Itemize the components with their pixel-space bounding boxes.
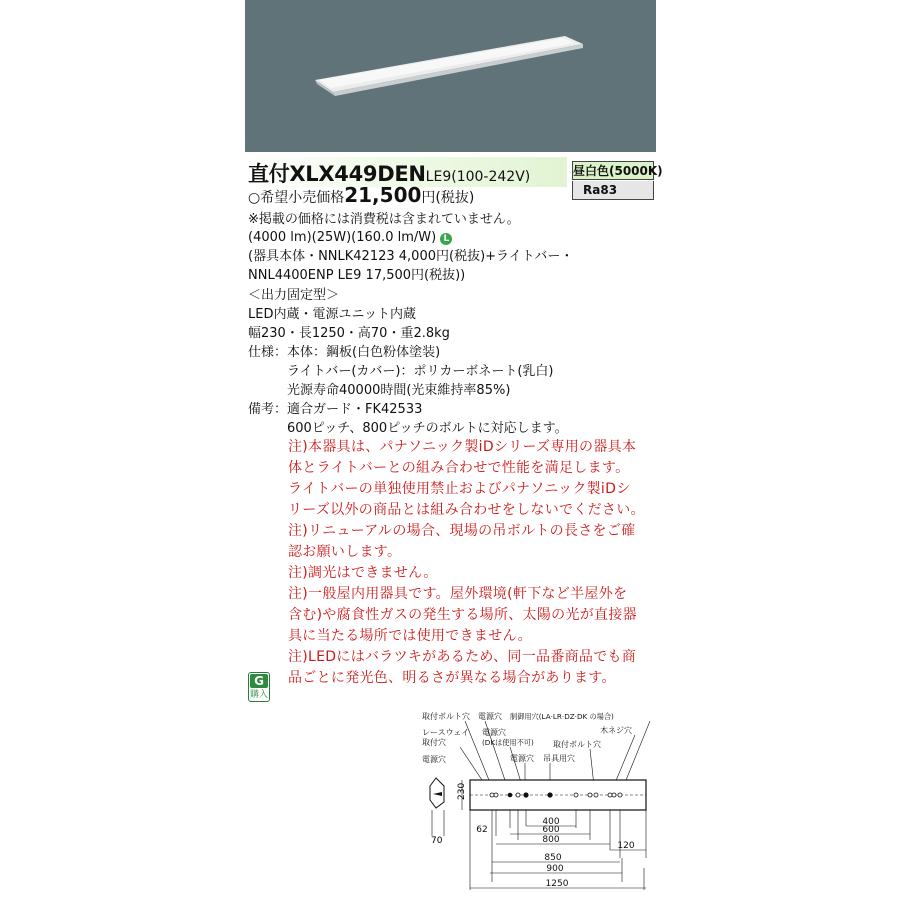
label-mount-bolt-hole-2: 取付ボルト穴 [553,740,601,749]
dim-height: 70 [431,836,443,846]
component-line-2: NNL4400ENP LE9 17,500円(税抜)) [248,268,466,283]
spec-cover: ライトバー(カバー)：ポリカーボネート(乳白) [248,364,554,379]
note-line: 注)本器具は、パナソニック製iDシリーズ専用の器具本 [288,439,637,455]
price-label: ○希望小売価格 [248,190,345,206]
price-unit: 円(税抜) [421,190,475,206]
note-line: ライトバーの単独使用禁止およびパナソニック製iDシ [288,481,631,497]
dim-120: 120 [617,841,635,851]
dim-900: 900 [546,864,564,874]
gmark-text: 購入 [249,690,268,700]
label-control-hole: 制御用穴(LA·LR·DZ·DK の場合) [510,712,614,721]
note-line: 体とライトバーとの組み合わせで性能を満足します。 [288,460,630,476]
lumen-line [248,229,452,247]
builtin-line: LED内蔵・電源ユニット内蔵 [248,307,416,322]
ra-badge: Ra83 [572,181,654,200]
lamp-code: LE9 [425,169,452,185]
model-number: XLX449DEN [289,162,426,186]
note-line: 品ごとに発光色、明るさが異なる場合があります。 [288,670,616,686]
fixture-image [245,0,656,152]
dim-400: 400 [542,817,560,827]
price-line [248,183,475,207]
label-mount-bolt-hole: 取付ボルト穴 [422,712,470,721]
label-power-hole-top: 電源穴 [478,712,502,721]
note-line: 注)調光はできません。 [288,565,438,581]
note-line: 注)一般屋内用器具です。屋外環境(軒下など半屋外を [288,586,628,602]
remarks-pitch: 600ピッチ、800ピッチのボルトに対応します。 [248,421,568,436]
output-type: ＜出力固定型＞ [248,288,340,303]
dim-62: 62 [476,825,488,835]
dim-800: 800 [542,835,560,845]
label-raceway-hole: 取付穴 [422,738,446,747]
label-raceway: レースウェイ [422,728,470,737]
title-prefix: 直付 [248,162,290,186]
price-amount: 21,500 [344,183,422,207]
note-line: 含む)や腐食性ガスの発生する場所、太陽の光が直接器 [288,607,637,623]
remarks-guard: 備考：適合ガード・FK42533 [248,402,423,417]
dim-600: 600 [542,825,560,835]
dim-width: 230 [457,782,467,800]
label-power-hole-mid: 電源穴 [510,754,534,763]
size-line: 幅230・長1250・高70・重2.8kg [248,326,450,341]
color-temp-badge: 昼白色(5000K) [572,161,654,180]
spec-body: 仕様：本体：鋼板(白色粉体塗装) [248,345,441,360]
component-line-1: (器具本体・NNLK42123 4,000円(税抜)+ライトバー・ [248,249,574,264]
spec-life: 光源寿命40000時間(光束維持率85%) [248,383,511,398]
dimension-diagram [410,708,660,894]
dim-1250: 1250 [545,879,569,889]
green-purchase-mark [248,672,270,702]
label-dk-unavailable: (DKは使用不可) [482,738,534,747]
label-power-hole-left: 電源穴 [422,755,446,764]
note-line: 認お願いします。 [288,544,402,560]
voltage: (100-242V) [451,169,531,185]
tax-note: ※掲載の価格には消費税は含まれていません。 [248,212,520,227]
eco-icon: L [440,233,452,245]
product-photo [245,0,656,152]
side-profile [430,778,444,846]
note-line: 注)LEDにはバラツキがあるため、同一品番商品でも商 [288,649,637,665]
label-wood-screw: 木ネジ穴 [600,726,632,735]
note-line: 注)リニューアルの場合、現場の吊ボルトの長さをご確 [288,523,636,539]
fixture-body [457,780,646,810]
lumen-text: (4000 lm)(25W)(160.0 lm/W) [248,230,437,245]
dim-850: 850 [544,853,562,863]
note-line: 具に当たる場所では使用できません。 [288,628,532,644]
g-logo-icon: G [250,674,268,688]
label-hanger-hole: 吊具用穴 [543,754,575,763]
note-line: リーズ以外の商品とは組み合わせをしないでください。 [288,502,645,518]
label-power-hole-dk: 電源穴 [482,728,506,737]
